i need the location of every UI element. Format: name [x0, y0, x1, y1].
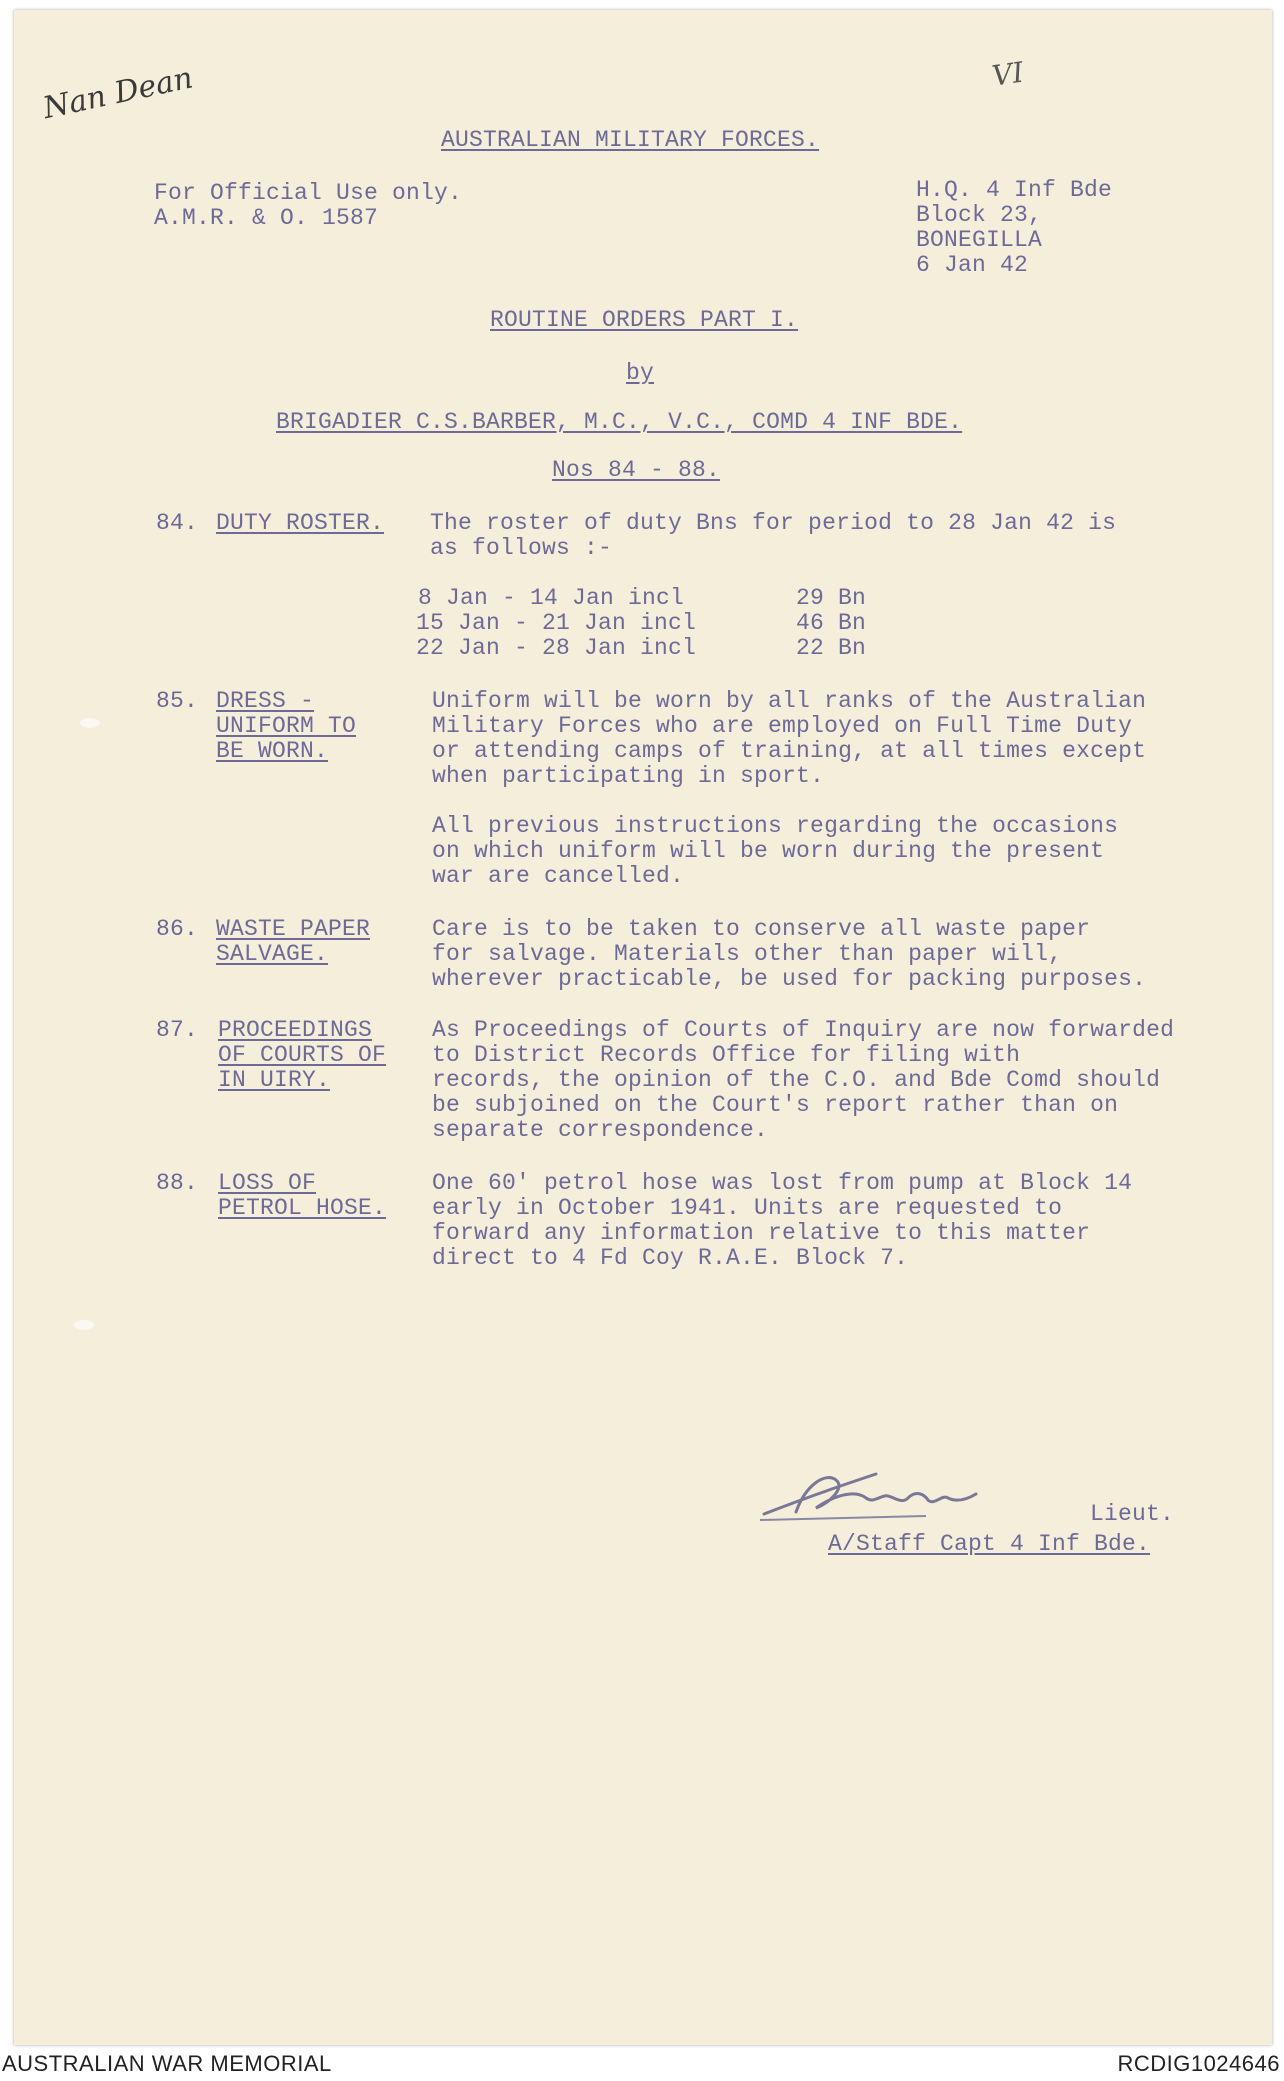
roster-battalion: 29 Bn [796, 585, 867, 611]
order-85-text-line: war are cancelled. [432, 863, 685, 889]
handwritten-annotation-top-left: Nan Dean [40, 60, 196, 127]
document-title: ROUTINE ORDERS PART I. [490, 307, 799, 333]
order-87-heading: IN UIRY. [218, 1067, 331, 1093]
order-87-number: 87. [156, 1017, 199, 1043]
order-86-text-line: wherever practicable, be used for packing purposes. [432, 966, 1147, 992]
order-85-heading: UNIFORM TO [216, 713, 357, 739]
by-line: by [626, 360, 655, 386]
order-88-text-line: direct to 4 Fd Coy R.A.E. Block 7. [432, 1245, 909, 1271]
order-85-number: 85. [156, 688, 199, 714]
roster-dates: 22 Jan - 28 Jan incl [416, 635, 697, 661]
order-88-text-line: forward any information relative to this matter [432, 1220, 1091, 1246]
order-87-text-line: to District Records Office for filing with [432, 1042, 1021, 1068]
order-87-text-line: separate correspondence. [432, 1117, 769, 1143]
order-84-text-line: The roster of duty Bns for period to 28 Jan 42 is [430, 510, 1117, 536]
order-84-number: 84. [156, 510, 199, 536]
handwritten-signature [756, 1454, 1056, 1534]
order-87-text-line: be subjoined on the Court's report rather than on [432, 1092, 1119, 1118]
org-heading: AUSTRALIAN MILITARY FORCES. [441, 127, 820, 153]
order-numbers: Nos 84 - 88. [552, 457, 721, 483]
order-88-text-line: One 60' petrol hose was lost from pump at Block 14 [432, 1170, 1133, 1196]
hq-address-line-1: H.Q. 4 Inf Bde [916, 177, 1113, 203]
footer-record-id: RCDIG1024646 [1117, 2051, 1280, 2076]
order-86-text-line: for salvage. Materials other than paper will, [432, 941, 1063, 967]
order-85-heading: DRESS - [216, 688, 315, 714]
paper-mark [80, 718, 100, 728]
issuer-line: BRIGADIER C.S.BARBER, M.C., V.C., COMD 4 INF BDE. [276, 409, 963, 435]
order-88-number: 88. [156, 1170, 199, 1196]
order-85-text-line: when participating in sport. [432, 763, 825, 789]
paper-mark [74, 1320, 94, 1330]
order-85-text-line: All previous instructions regarding the occasions [432, 813, 1119, 839]
roster-dates: 15 Jan - 21 Jan incl [416, 610, 697, 636]
order-87-text-line: records, the opinion of the C.O. and Bde Comd should [432, 1067, 1161, 1093]
order-87-heading: PROCEEDINGS [218, 1017, 373, 1043]
order-86-number: 86. [156, 916, 199, 942]
roster-battalion: 22 Bn [796, 635, 867, 661]
roster-battalion: 46 Bn [796, 610, 867, 636]
order-85-heading: BE WORN. [216, 738, 329, 764]
order-87-heading: OF COURTS OF [218, 1042, 387, 1068]
order-85-text-line: on which uniform will be worn during the present [432, 838, 1105, 864]
amro-reference: A.M.R. & O. 1587 [154, 205, 379, 231]
footer-institution: AUSTRALIAN WAR MEMORIAL [2, 2051, 332, 2076]
hq-address-line-3: BONEGILLA [916, 227, 1043, 253]
order-86-text-line: Care is to be taken to conserve all waste paper [432, 916, 1091, 942]
order-88-heading: PETROL HOSE. [218, 1195, 387, 1221]
order-85-text-line: Uniform will be worn by all ranks of the Australian [432, 688, 1147, 714]
handwritten-annotation-top-right: VI [990, 55, 1026, 93]
hq-address-line-2: Block 23, [916, 202, 1043, 228]
order-87-text-line: As Proceedings of Courts of Inquiry are now forwarded [432, 1017, 1175, 1043]
official-use-line: For Official Use only. [154, 180, 463, 206]
order-88-heading: LOSS OF [218, 1170, 317, 1196]
order-84-heading: DUTY ROSTER. [216, 510, 385, 536]
roster-dates: 8 Jan - 14 Jan incl [418, 585, 685, 611]
order-85-text-line: Military Forces who are employed on Full Time Duty [432, 713, 1133, 739]
order-85-text-line: or attending camps of training, at all times except [432, 738, 1147, 764]
hq-date: 6 Jan 42 [916, 252, 1029, 278]
order-86-heading: WASTE PAPER [216, 916, 371, 942]
order-88-text-line: early in October 1941. Units are requested to [432, 1195, 1063, 1221]
order-84-text-line: as follows :- [430, 535, 613, 561]
signatory-rank: Lieut. [1090, 1501, 1175, 1527]
signatory-appointment: A/Staff Capt 4 Inf Bde. [828, 1531, 1151, 1557]
order-86-heading: SALVAGE. [216, 941, 329, 967]
